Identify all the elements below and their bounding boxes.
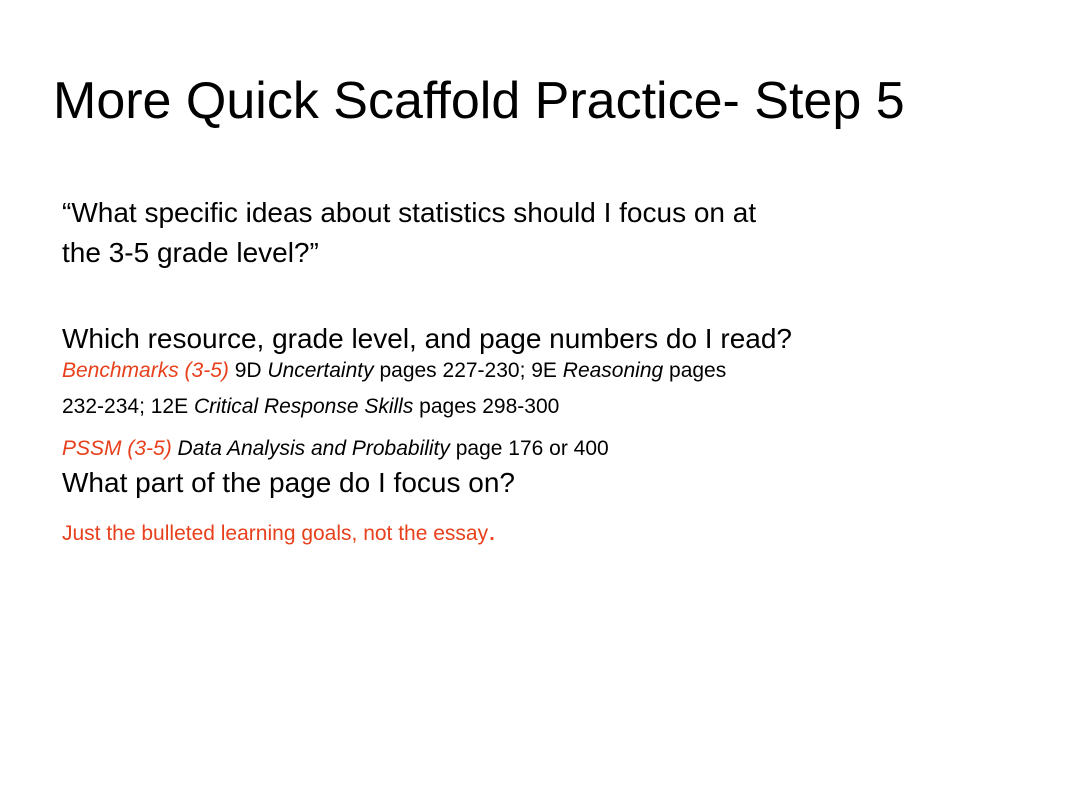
question-line-1: “What specific ideas about statistics should I focus on at <box>62 197 757 228</box>
focus-question: What part of the page do I focus on? <box>62 467 515 498</box>
benchmarks-line-2 <box>62 394 559 420</box>
benchmarks-topic-critical-response: Critical Response Skills <box>193 395 414 418</box>
pssm-line <box>62 436 609 462</box>
benchmarks-topic-reasoning: Reasoning <box>562 359 664 382</box>
focus-answer-period: . <box>488 515 496 546</box>
benchmarks-pages-3: pages 298-300 <box>413 395 560 418</box>
focus-answer-text: Just the bulleted learning goals, not the essay <box>62 522 489 545</box>
benchmarks-pages-1: pages 227-230; 9E <box>373 359 563 382</box>
benchmarks-line-1 <box>62 358 726 384</box>
pssm-source: PSSM (3-5) <box>62 437 178 460</box>
benchmarks-code-9d: 9D <box>228 359 268 382</box>
focus-answer <box>62 515 496 547</box>
question-line-2: the 3-5 grade level?” <box>62 237 319 268</box>
benchmarks-pages-2b: 232-234; 12E <box>62 395 194 418</box>
benchmarks-source: Benchmarks (3-5) <box>62 359 229 382</box>
slide-title: More Quick Scaffold Practice- Step 5 <box>53 72 905 130</box>
benchmarks-pages-2a: pages <box>663 359 727 382</box>
pssm-pages: page 176 or 400 <box>449 437 609 460</box>
benchmarks-topic-uncertainty: Uncertainty <box>267 359 374 382</box>
resource-question: Which resource, grade level, and page numbers do I read? <box>62 323 792 354</box>
pssm-topic: Data Analysis and Probability <box>177 437 450 460</box>
